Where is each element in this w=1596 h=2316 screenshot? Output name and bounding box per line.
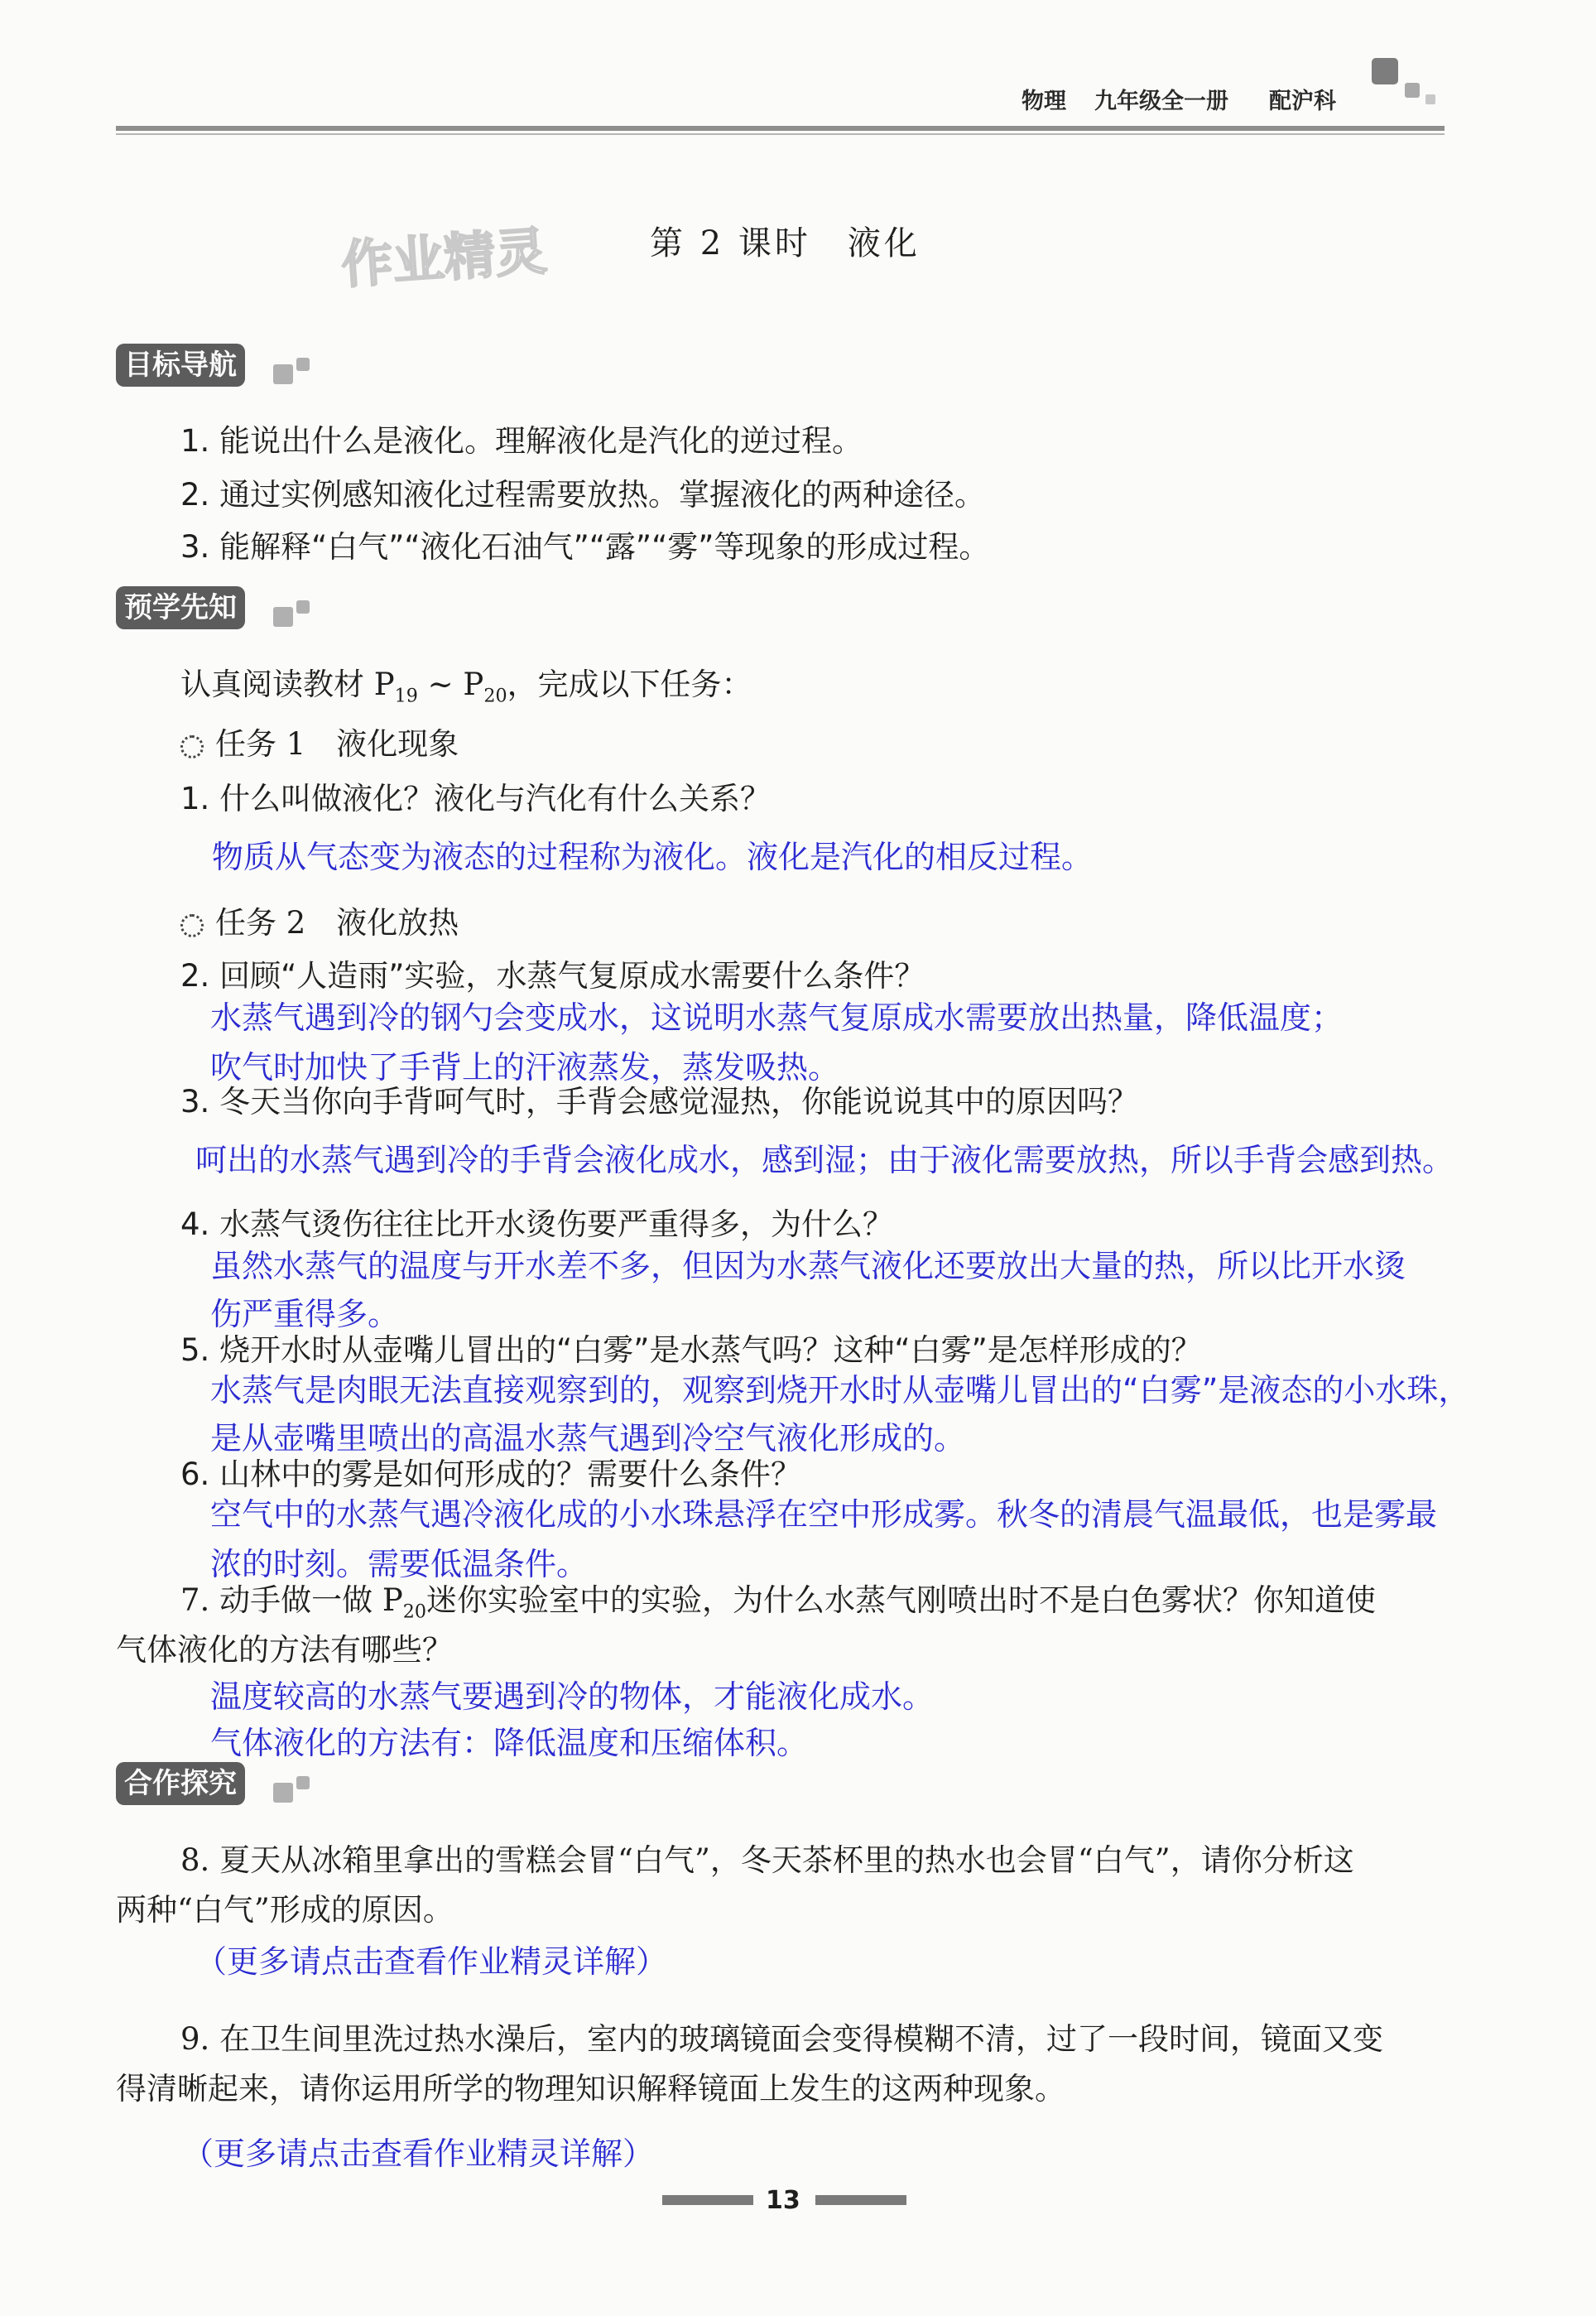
answer-9-link[interactable]: （更多请点击查看作业精灵详解） [182,2135,655,2172]
answer-6-line-2: 浓的时刻。需要低温条件。 [210,1546,589,1582]
question-7-line-2: 气体液化的方法有哪些？ [116,1632,453,1668]
answer-4-line-1: 虽然水蒸气的温度与开水差不多，但因为水蒸气液化还要放出大量的热，所以比开水烫 [210,1248,1406,1284]
header-square-large [1372,58,1398,84]
header-square-small [1425,94,1435,104]
question-2: 2. 回顾“人造雨”实验，水蒸气复原成水需要什么条件？ [180,958,925,994]
question-7-line-1: 7. 动手做一做 $P_{20}$迷你实验室中的实验，为什么水蒸气刚喷出时不是白色雾状？你知道使 [180,1582,1376,1623]
question-6: 6. 山林中的雾是如何形成的？需要什么条件？ [180,1457,802,1492]
header-subject: 物理 [1022,89,1066,114]
question-9-line-1: 9. 在卫生间里洗过热水澡后，室内的玻璃镜面会变得模糊不清，过了一段时间，镜面又变 [180,2021,1384,2057]
header-square-medium [1405,83,1420,98]
answer-6-line-1: 空气中的水蒸气遇冷液化成的小水珠悬浮在空中形成雾。秋冬的清晨气温最低，也是雾最 [210,1496,1438,1533]
question-5: 5. 烧开水时从壶嘴儿冒出的“白雾”是水蒸气吗？这种“白雾”是怎样形成的？ [180,1332,1202,1368]
answer-3: 呵出的水蒸气遇到冷的手背会液化成水，感到湿；由于液化需要放热，所以手背会感到热。 [195,1142,1454,1178]
header-edition: 配沪科 [1269,89,1336,114]
header-grade: 九年级全一册 [1094,89,1228,114]
section-badge-preview: 预学先知 [116,586,245,629]
goal-item-3: 3. 能解释“白气”“液化石油气”“露”“雾”等现象的形成过程。 [180,529,990,565]
answer-4-line-2: 伤严重得多。 [210,1296,400,1332]
answer-2-line-2: 吹气时加快了手背上的汗液蒸发，蒸发吸热。 [210,1049,840,1086]
answer-7-line-1: 温度较高的水蒸气要遇到冷的物体，才能液化成水。 [210,1678,935,1715]
footer-bar-right [815,2195,906,2205]
task-2-heading: 任务 2 液化放热 [180,898,459,942]
question-8-line-1: 8. 夏天从冰箱里拿出的雪糕会冒“白气”，冬天茶杯里的热水也会冒“白气”，请你分析这 [180,1842,1354,1878]
question-8-line-2: 两种“白气”形成的原因。 [116,1892,454,1928]
answer-1: 物质从气态变为液态的过程称为液化。液化是汽化的相反过程。 [212,839,1094,875]
header-rule-thin [116,133,1445,135]
section-badge-goals: 目标导航 [116,344,245,387]
footer-bar-left [662,2195,753,2205]
preview-intro: 认真阅读教材 $P_{19}$ ~ $P_{20}$，完成以下任务： [180,667,752,707]
question-4: 4. 水蒸气烫伤往往比开水烫伤要严重得多，为什么？ [180,1206,894,1242]
answer-5-line-1: 水蒸气是肉眼无法直接观察到的，观察到烧开水时从壶嘴儿冒出的“白雾”是液态的小水珠， [210,1372,1470,1408]
goal-item-2: 2. 通过实例感知液化过程需要放热。掌握液化的两种途径。 [180,477,986,513]
question-3: 3. 冬天当你向手背呵气时，手背会感觉湿热，你能说说其中的原因吗？ [180,1084,1139,1119]
answer-2-line-1: 水蒸气遇到冷的钢勺会变成水，这说明水蒸气复原成水需要放出热量，降低温度； [210,999,1344,1036]
question-9-line-2: 得清晰起来，请你运用所学的物理知识解释镜面上发生的这两种现象。 [116,2071,1065,2107]
question-1: 1. 什么叫做液化？液化与汽化有什么关系？ [180,781,772,816]
answer-7-line-2: 气体液化的方法有：降低温度和压缩体积。 [210,1725,809,1761]
answer-5-line-2: 是从壶嘴里喷出的高温水蒸气遇到冷空气液化形成的。 [210,1420,966,1457]
page-number: 13 [766,2186,800,2215]
task-1-heading: 任务 1 液化现象 [180,719,459,763]
header-rule [116,126,1445,131]
task-icon [180,735,204,758]
lesson-title: 第 2 课时 液化 [650,224,921,262]
task-icon [180,914,204,937]
goal-item-1: 1. 能说出什么是液化。理解液化是汽化的逆过程。 [180,423,863,459]
section-badge-explore: 合作探究 [116,1762,245,1805]
answer-8-link[interactable]: （更多请点击查看作业精灵详解） [195,1943,668,1980]
watermark-text: 作业精灵 [339,220,549,296]
